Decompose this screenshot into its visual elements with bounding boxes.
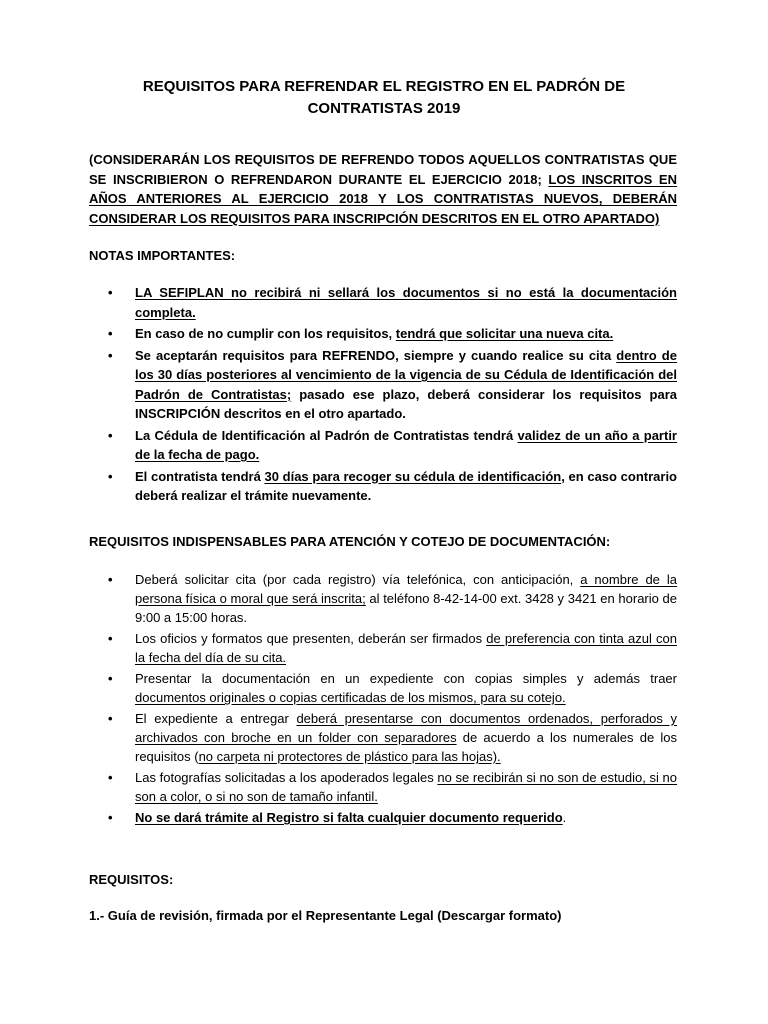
note-text: Se aceptarán requisitos para REFRENDO, siempre y cuando realice su cita [135, 347, 617, 363]
requisitos-indispensables-list [89, 570, 677, 827]
list-item [89, 570, 677, 627]
list-item [89, 283, 677, 322]
list-item [89, 709, 677, 766]
bullet-icon: • [108, 427, 113, 443]
requirement-text: de acuerdo a los numerales de los requisitos ( [135, 730, 677, 764]
requirement-text: Presentar la documentación en un expediente con copias simples y además traer [135, 671, 677, 686]
note-text: LA SEFIPLAN no recibirá ni sellará los documentos si no está la documentación completa. [135, 285, 677, 320]
notas-list [89, 283, 677, 506]
list-item [89, 808, 677, 827]
requirement-text: . [562, 810, 567, 825]
list-item [89, 768, 677, 806]
requirement-text: El expediente a entregar [135, 711, 297, 726]
bullet-icon: • [108, 810, 113, 825]
list-item [89, 426, 677, 465]
requirement-underlined-text: no se recibirán si no son de estudio, si no son a color, o si no son de tamaño infantil. [135, 770, 677, 804]
note-underlined-text: validez de un año a partir de la fecha de pago. [135, 427, 677, 462]
requirement-underlined-text: de preferencia con tinta azul con la fecha del día de su cita. [135, 631, 677, 665]
bullet-icon: • [108, 347, 113, 363]
note-underlined-text: dentro de los 30 días posteriores al vencimiento de la vigencia de su Cédula de Identificación del Padrón de Contratistas; [135, 347, 677, 402]
requirement-underlined-text: no carpeta ni protectores de plástico para las hojas). [198, 749, 501, 764]
note-text: pasado ese plazo, deberá considerar los requisitos para INSCRIPCIÓN descritos en el otro apartado. [135, 386, 677, 421]
note-underlined-text: tendrá que solicitar una nueva cita. [395, 326, 614, 341]
intro-paragraph [89, 150, 677, 228]
list-item [89, 467, 677, 506]
list-item [89, 629, 677, 667]
note-text: En caso de no cumplir con los requisitos, [135, 326, 396, 341]
requisito-1-text: 1.- Guía de revisión, firmada por el Representante Legal (Descargar formato) [89, 908, 562, 923]
bullet-icon: • [108, 671, 113, 686]
requirement-text: Las fotografías solicitadas a los apoderados legales [135, 770, 438, 785]
note-text: El contratista tendrá [135, 468, 265, 484]
requisitos-indispensables-container [89, 570, 677, 829]
requirement-text: Deberá solicitar cita (por cada registro) vía telefónica, con anticipación, [135, 572, 581, 587]
notas-heading: NOTAS IMPORTANTES: [89, 248, 236, 263]
requirement-underlined-text: deberá presentarse con documentos ordenados, perforados y archivados con broche en un folder con separadores [135, 711, 677, 745]
bullet-icon: • [108, 468, 113, 484]
note-underlined-text: 30 días para recoger su cédula de identificación [264, 468, 562, 484]
requirement-text: al teléfono 8-42-14-00 ext. 3428 y 3421 en horario de 9:00 a 15:00 horas. [135, 591, 677, 625]
note-text: , en caso contrario deberá realizar el trámite nuevamente. [135, 468, 677, 503]
requisitos-indispensables-heading: REQUISITOS INDISPENSABLES PARA ATENCIÓN Y COTEJO DE DOCUMENTACIÓN: [89, 534, 611, 549]
bullet-icon: • [108, 326, 113, 341]
note-text: La Cédula de Identificación al Padrón de Contratistas tendrá [135, 427, 518, 443]
bullet-icon: • [108, 572, 113, 587]
list-item [89, 669, 677, 707]
list-item [89, 324, 677, 344]
requirement-underlined-text: documentos originales o copias certificadas de los mismos, para su cotejo. [135, 690, 566, 705]
page-title: REQUISITOS PARA REFRENDAR EL REGISTRO EN EL PADRÓN DE CONTRATISTAS 2019 [142, 78, 626, 117]
intro-text: (CONSIDERARÁN LOS REQUISITOS DE REFRENDO TODOS AQUELLOS CONTRATISTAS QUE SE INSCRIBIERON O REFRENDARON DURANTE EL EJERCICIO 2018; [89, 152, 677, 187]
list-item [89, 346, 677, 424]
bullet-icon: • [108, 770, 113, 785]
bullet-icon: • [108, 285, 113, 300]
requirement-underlined-text: a nombre de la persona física o moral que será inscrita; [135, 572, 677, 606]
requirement-underlined-text: No se dará trámite al Registro si falta cualquier documento requerido [135, 810, 563, 825]
bullet-icon: • [108, 711, 113, 726]
bullet-icon: • [108, 631, 113, 646]
intro-underlined-text: LOS INSCRITOS EN AÑOS ANTERIORES AL EJERCICIO 2018 Y LOS CONTRATISTAS NUEVOS, DEBERÁN CONSIDERAR LOS REQUISITOS PARA INSCRIPCIÓN DESCRITOS EN EL OTRO APARTADO) [89, 171, 677, 226]
requisitos-heading: REQUISITOS: [89, 872, 174, 887]
notas-list-container [89, 283, 677, 508]
requirement-text: Los oficios y formatos que presenten, deberán ser firmados [135, 631, 487, 646]
